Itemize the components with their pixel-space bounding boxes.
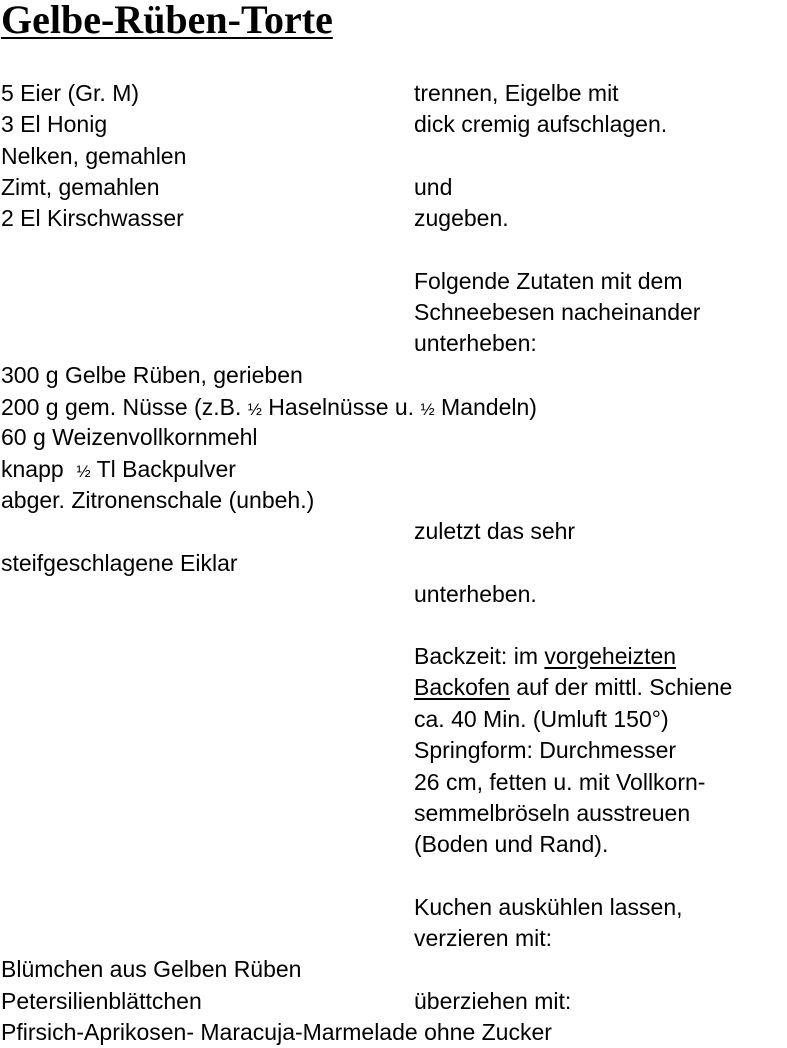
instruction-line: semmelbröseln ausstreuen [414, 800, 691, 826]
instruction-line: unterheben. [414, 581, 537, 607]
instruction-line: dick cremig aufschlagen. [414, 111, 668, 137]
instruction-line: Kuchen auskühlen lassen, [414, 894, 683, 920]
instruction-line: unterheben: [414, 330, 537, 356]
instruction-line: zuletzt das sehr [414, 518, 576, 544]
ingredient-line: abger. Zitronenschale (unbeh.) [1, 487, 315, 513]
instruction-line: zugeben. [414, 205, 509, 231]
instruction-line: (Boden und Rand). [414, 831, 609, 857]
ingredient-line: 2 El Kirschwasser [1, 205, 184, 231]
ingredient-line: Blümchen aus Gelben Rüben [1, 956, 302, 982]
instruction-backofen: Backofen auf der mittl. Schiene [414, 674, 733, 700]
ingredient-line: 3 El Honig [1, 111, 108, 137]
ingredient-nuts: 200 g gem. Nüsse (z.B. ½ Haselnüsse u. ½ Mandeln) [1, 394, 537, 420]
instruction-line: trennen, Eigelbe mit [414, 80, 619, 106]
ingredient-line: Petersilienblättchen [1, 988, 202, 1014]
instruction-line: und [414, 174, 453, 200]
ingredient-line: 60 g Weizenvollkornmehl [1, 424, 258, 450]
instruction-line: überziehen mit: [414, 988, 572, 1014]
ingredient-line: 300 g Gelbe Rüben, gerieben [1, 362, 303, 388]
instruction-line: ca. 40 Min. (Umluft 150°) [414, 706, 669, 732]
instruction-line: 26 cm, fetten u. mit Vollkorn- [414, 769, 706, 795]
ingredient-line: Zimt, gemahlen [1, 174, 160, 200]
ingredient-line: 5 Eier (Gr. M) [1, 80, 140, 106]
ingredient-line: Pfirsich-Aprikosen- Maracuja-Marmelade ohne Zucker [1, 1019, 552, 1045]
ingredient-line: Nelken, gemahlen [1, 143, 187, 169]
instruction-line: verzieren mit: [414, 925, 553, 951]
ingredient-line: steifgeschlagene Eiklar [1, 550, 238, 576]
instruction-backzeit: Backzeit: im vorgeheizten [414, 643, 677, 669]
recipe-title: Gelbe-Rüben-Torte [1, 0, 333, 42]
instruction-line: Schneebesen nacheinander [414, 299, 701, 325]
instruction-line: Folgende Zutaten mit dem [414, 268, 683, 294]
instruction-line: Springform: Durchmesser [414, 737, 677, 763]
ingredient-backpulver: knapp ½ Tl Backpulver [1, 456, 236, 482]
